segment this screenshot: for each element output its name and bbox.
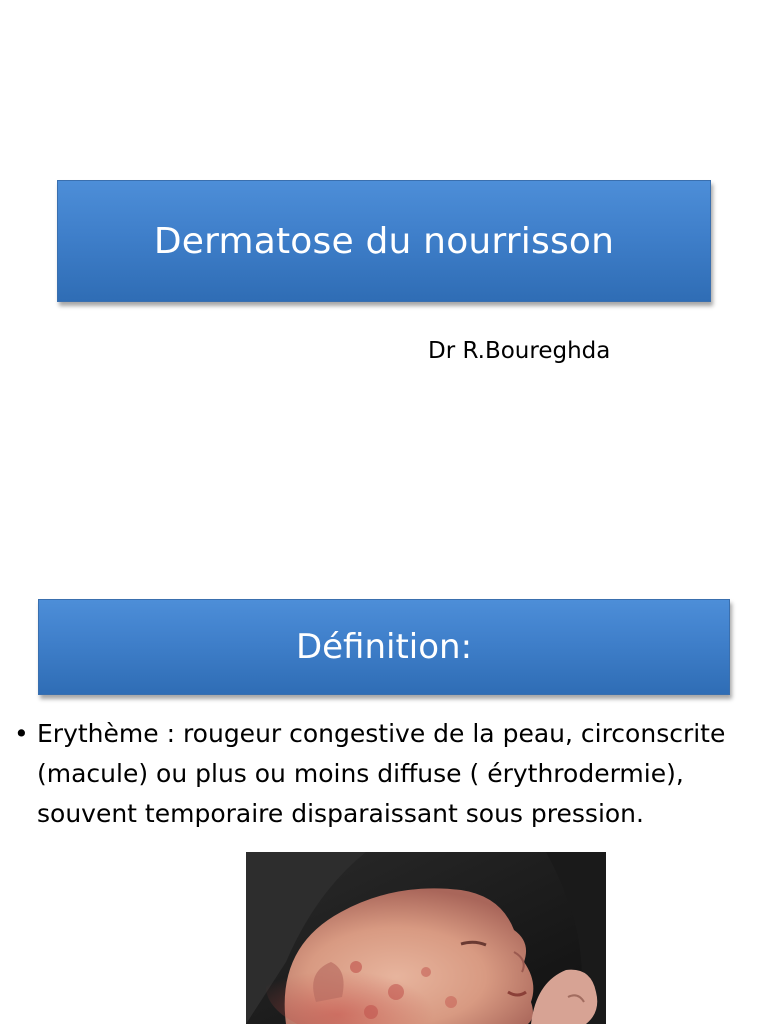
- bullet-text: Erythème : rougeur congestive de la peau, circonscrite (macule) ou plus ou moins diffuse ( érythrodermie), souvent temporaire disparaissant sous pression.: [37, 719, 726, 828]
- section-title-box: [38, 599, 730, 695]
- slide-title-box: [57, 180, 711, 302]
- section-title: Définition:: [295, 627, 473, 667]
- bullet-list: [14, 714, 744, 834]
- slide-title: Dermatose du nourrisson: [153, 220, 615, 262]
- infant-photo: [246, 852, 606, 1024]
- list-item: [14, 714, 744, 834]
- bullet-icon: •: [14, 719, 29, 748]
- author-name: Dr R.Boureghda: [428, 338, 611, 364]
- infant-erythema-photo-icon: [246, 852, 606, 1024]
